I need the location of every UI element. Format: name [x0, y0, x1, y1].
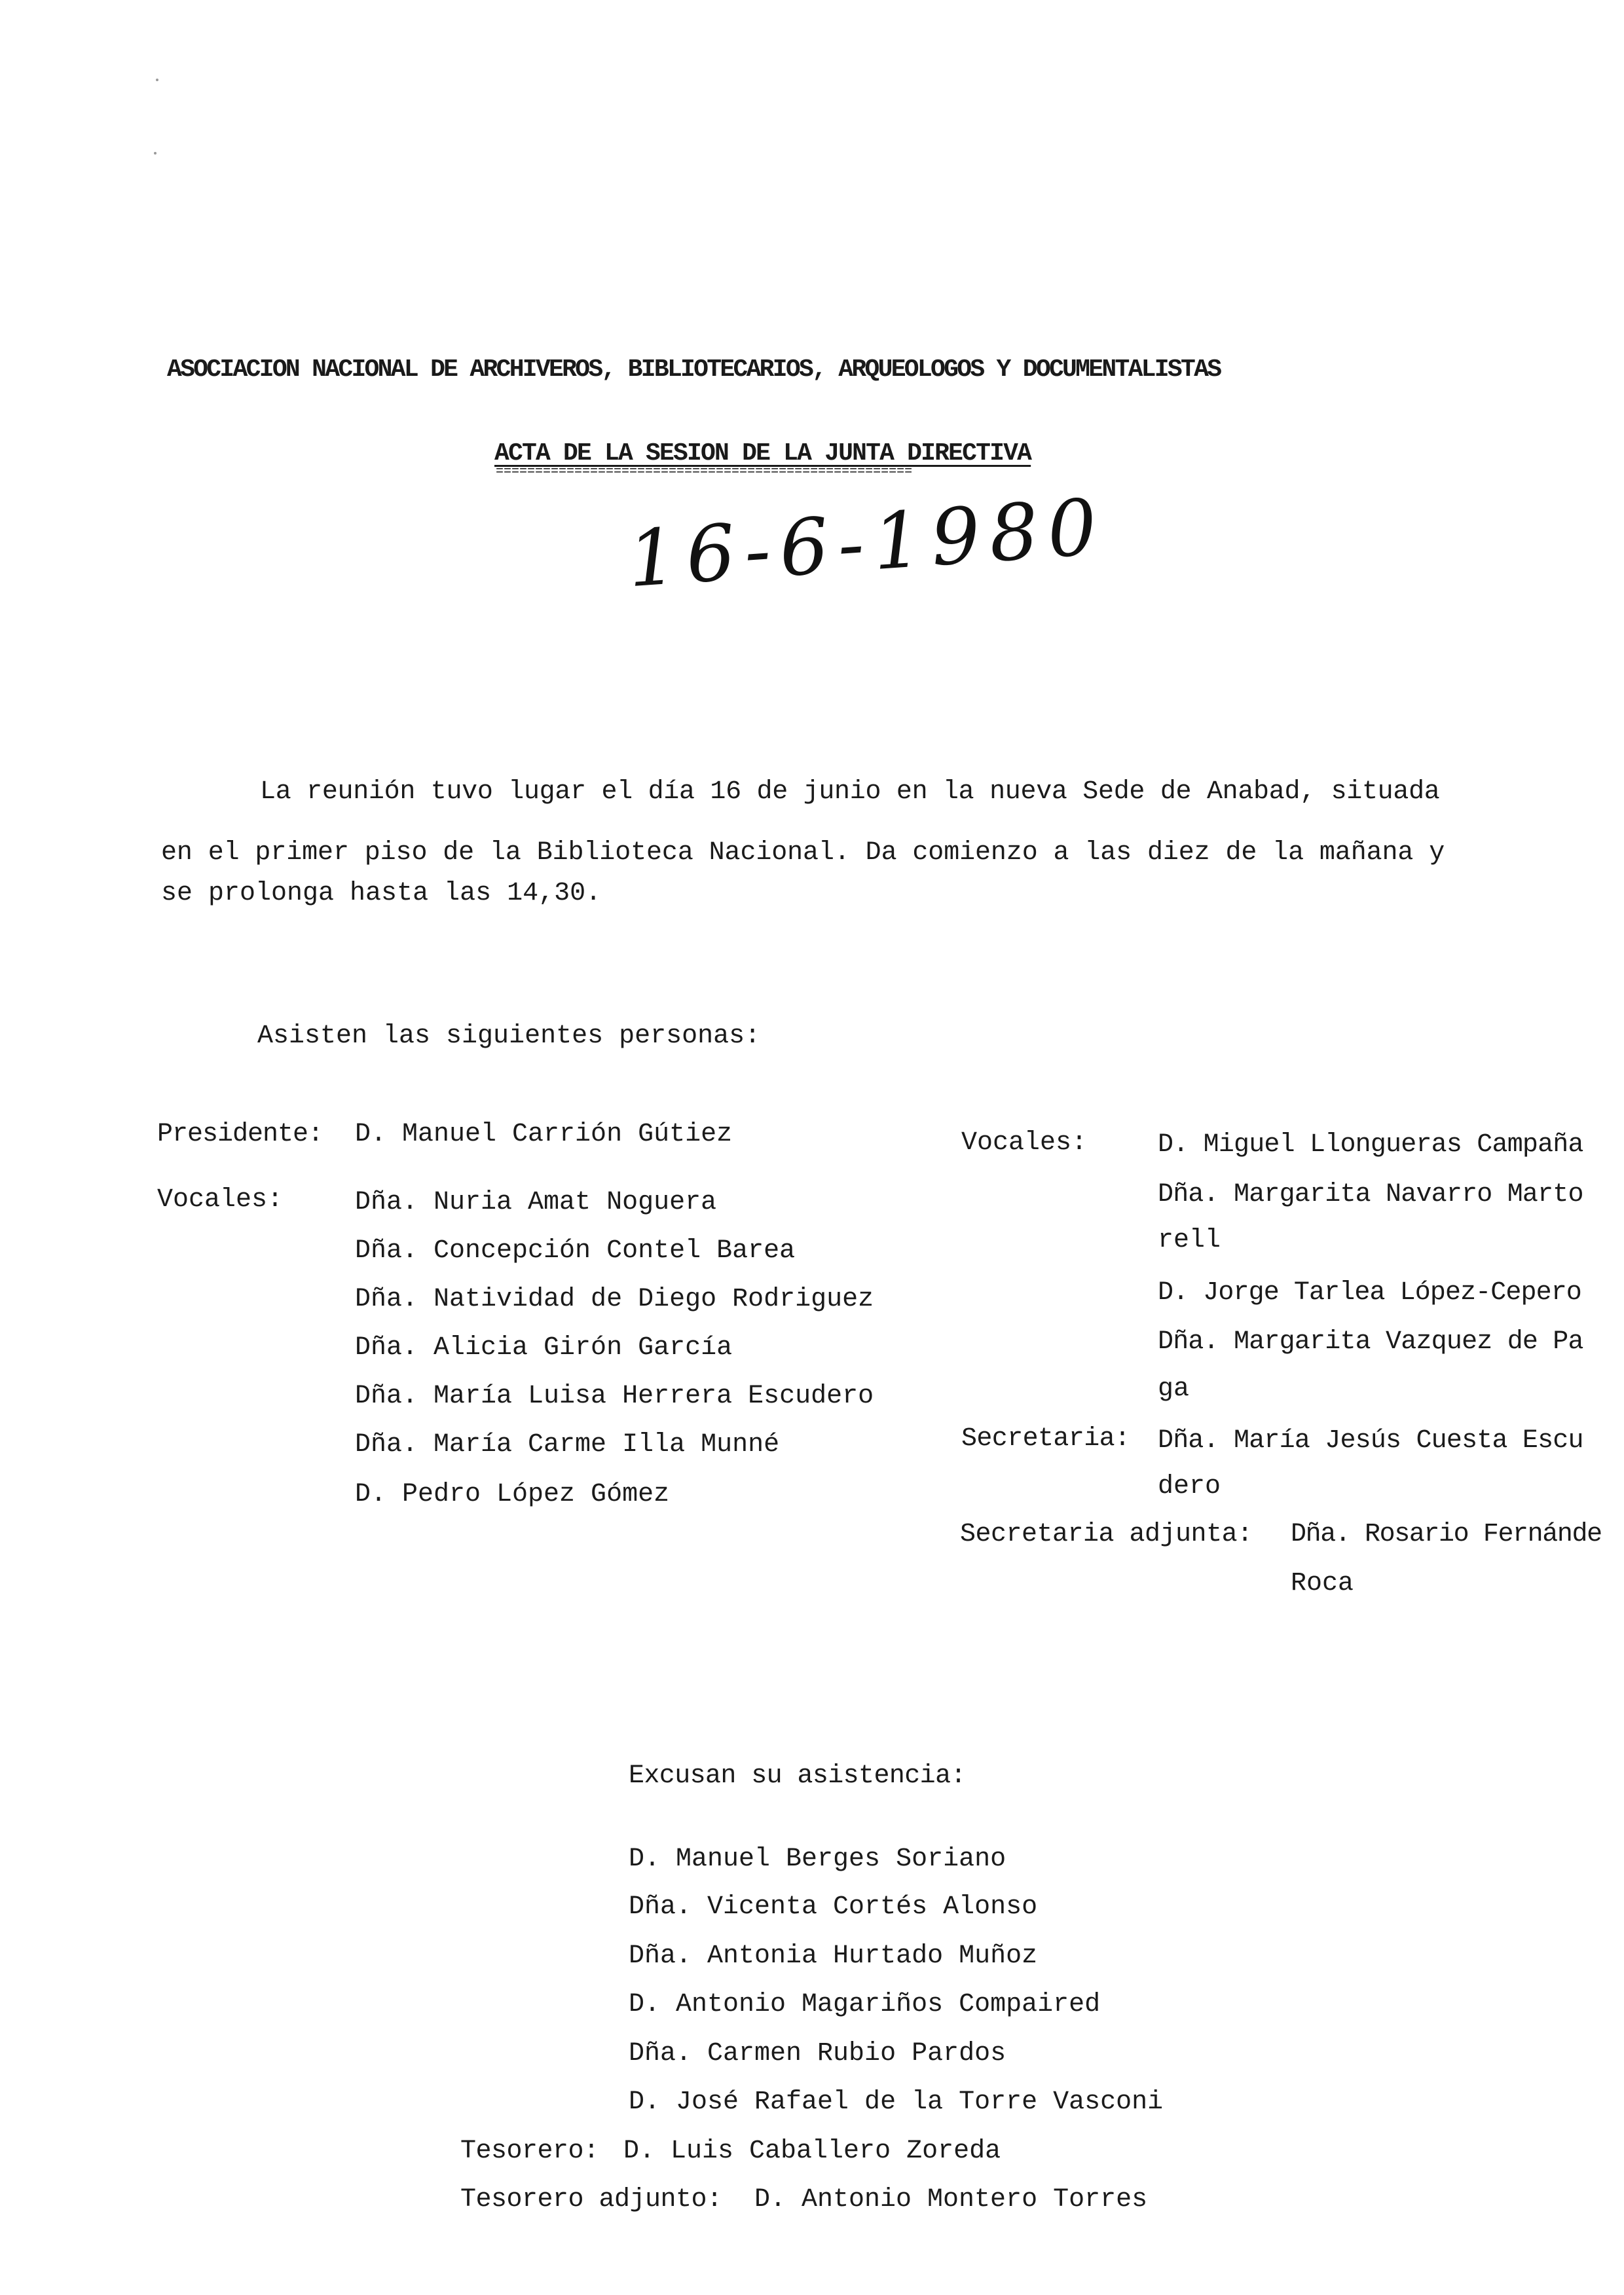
excused-heading: Excusan su asistencia:	[629, 1761, 966, 1791]
tesorero-adjunto-name: D. Antonio Montero Torres	[754, 2185, 1148, 2214]
intro-line-3: se prolonga hasta las 14,30.	[161, 879, 602, 908]
secretaria-name-line: Dña. María Jesús Cuesta Escu	[1158, 1426, 1583, 1456]
vocal-left: Dña. Alicia Girón García	[355, 1333, 733, 1363]
handwritten-date: 16-6-1980	[625, 481, 1109, 605]
vocal-right-line: ga	[1158, 1374, 1190, 1404]
secretaria-adjunta-name-line: Dña. Rosario Fernánde	[1291, 1520, 1602, 1549]
organization-title: ASOCIACION NACIONAL DE ARCHIVEROS, BIBLIOTECARIOS, ARQUEOLOGOS Y DOCUMENTALISTAS	[167, 356, 1221, 384]
vocal-right-line: rell	[1158, 1226, 1221, 1255]
tesorero-name: D. Luis Caballero Zoreda	[623, 2137, 1001, 2166]
excused-name: Dña. Antonia Hurtado Muñoz	[629, 1941, 1038, 1971]
excused-name: Dña. Vicenta Cortés Alonso	[629, 1892, 1038, 1922]
vocal-left: Dña. Concepción Contel Barea	[355, 1236, 796, 1266]
vocal-right-line: Dña. Margarita Navarro Marto	[1158, 1180, 1583, 1209]
vocal-right-line: D. Jorge Tarlea López-Cepero	[1158, 1278, 1581, 1308]
vocal-right-line: D. Miguel Llongueras Campaña	[1158, 1130, 1583, 1160]
vocal-left: Dña. María Luisa Herrera Escudero	[355, 1382, 874, 1411]
tesorero-label: Tesorero:	[460, 2137, 599, 2166]
vocal-right-line: Dña. Margarita Vazquez de Pa	[1158, 1327, 1583, 1357]
presidente-label: Presidente:	[157, 1120, 323, 1149]
excused-name: Dña. Carmen Rubio Pardos	[629, 2039, 1006, 2068]
vocales-label-right: Vocales:	[961, 1128, 1088, 1158]
title-double-rule: =====================================================	[496, 466, 913, 479]
scan-dot	[156, 79, 158, 81]
presidente-name: D. Manuel Carrión Gútiez	[355, 1120, 733, 1149]
tesorero-adjunto-label: Tesorero adjunto:	[460, 2185, 722, 2214]
intro-line-1: La reunión tuvo lugar el día 16 de junio en la nueva Sede de Anabad, situada	[260, 777, 1440, 807]
excused-name: D. José Rafael de la Torre Vasconi	[629, 2087, 1164, 2117]
secretaria-label: Secretaria:	[961, 1424, 1130, 1454]
secretaria-adjunta-label: Secretaria adjunta:	[960, 1520, 1253, 1549]
document-title: ACTA DE LA SESION DE LA JUNTA DIRECTIVA	[494, 439, 1031, 468]
excused-name: D. Manuel Berges Soriano	[629, 1845, 1006, 1874]
secretaria-adjunta-name-line: Roca	[1291, 1569, 1354, 1598]
intro-line-2: en el primer piso de la Biblioteca Nacional. Da comienzo a las diez de la mañana y	[161, 838, 1445, 868]
scan-dot	[154, 152, 157, 155]
attendees-heading: Asisten las siguientes personas:	[257, 1021, 761, 1051]
vocal-left: D. Pedro López Gómez	[355, 1480, 670, 1509]
vocal-left: Dña. María Carme Illa Munné	[355, 1430, 780, 1460]
vocal-left: Dña. Natividad de Diego Rodriguez	[355, 1285, 874, 1314]
excused-name: D. Antonio Magariños Compaired	[629, 1990, 1101, 2019]
vocales-label-left: Vocales:	[157, 1185, 284, 1215]
secretaria-name-line: dero	[1158, 1472, 1221, 1501]
vocal-left: Dña. Nuria Amat Noguera	[355, 1188, 717, 1217]
